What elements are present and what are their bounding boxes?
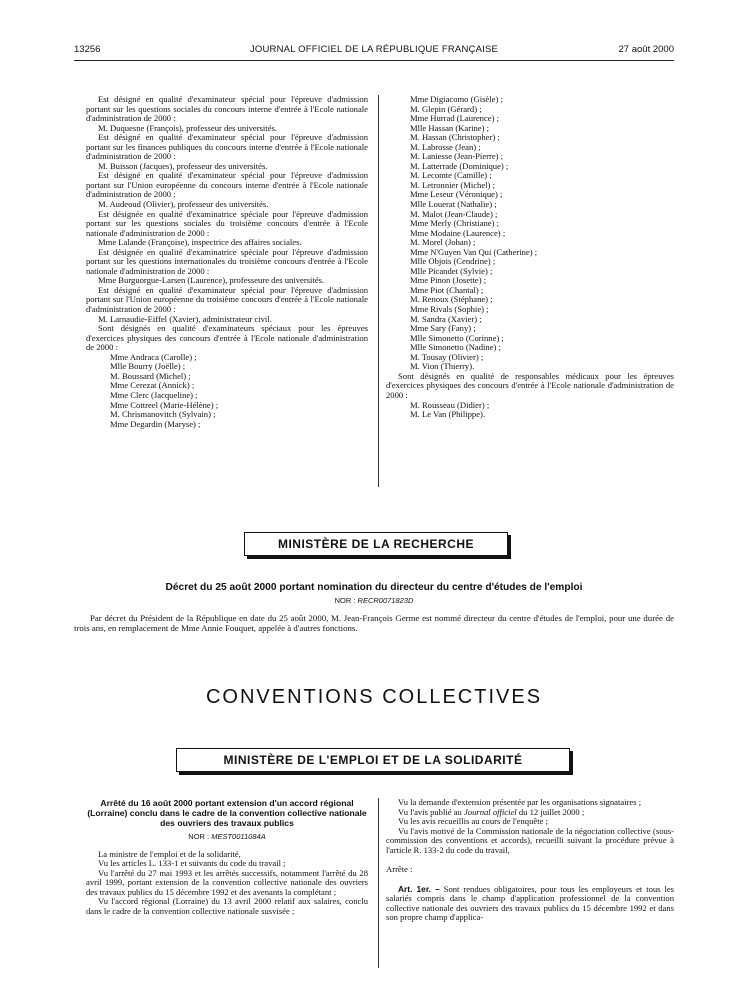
list-item: M. Hassan (Christopher) ; [410, 132, 500, 143]
paragraph: Est désigné en qualité d'examinateur spécial pour l'épreuve d'admission portant sur les questions sociales du concours interne d'entrée à l'Ecole nationale d'administration de 2000 : [86, 94, 368, 124]
list-item: M. Le Van (Philippe). [410, 409, 486, 420]
decret-body: Par décret du Président de la République en date du 25 août 2000, M. Jean-François Germe est nommé directeur du centre d'études de l'emploi, pour une durée de trois ans, en remplacement de Mme Annie Fouquet, appelée à d'autres fonctions. [74, 613, 674, 633]
list-item: Mme Rivals (Sophie) ; [410, 304, 489, 315]
list-item: Mlle Picandet (Sylvie) ; [410, 265, 493, 276]
list-item: M. Boussard (Michel) ; [110, 370, 191, 381]
paragraph: M. Larnaudie-Eiffel (Xavier), administrateur civil. [98, 313, 272, 324]
list-item: M. Glepin (Gérard) ; [410, 103, 482, 114]
paragraph: Sont désignés en qualité de responsables médicaux pour les épreuves d'exercices physiques des concours d'entrée à l'Ecole nationale d'administration de 2000 : [386, 370, 674, 400]
paragraph: Vu l'accord régional (Lorraine) du 13 avril 2000 relatif aux salaires, conclu dans le cadre de la convention collective nationale susvisée ; [86, 896, 368, 916]
column-divider [378, 95, 379, 487]
top-left-column [86, 95, 368, 429]
paragraph: Est désigné en qualité d'examinateur spécial pour l'épreuve d'admission portant sur les finances publiques du concours interne d'entrée à l'Ecole nationale d'administration de 2000 : [86, 132, 368, 162]
arrete-title: Arrêté du 16 août 2000 portant extension d'un accord régional (Lorraine) conclu dans le cadre de la convention collective nationale des ouvriers des travaux publics [87, 798, 367, 828]
list-item: Mlle Simonetto (Nadine) ; [410, 342, 501, 353]
paragraph: Est désigné en qualité d'examinateur spécial pour l'épreuve d'admission portant sur l'Union européenne du troisième concours d'entrée à l'Ecole nationale d'administration de 2000 : [86, 284, 368, 315]
page-number: 13256 [74, 44, 101, 55]
list-item: Mlle Bourry (Joëlle) ; [110, 361, 186, 372]
list-item: Mme Cerezat (Annick) ; [110, 380, 195, 391]
list-item: Mlle Objois (Cendrine) ; [410, 256, 496, 267]
journal-name: Journal officiel [463, 806, 517, 817]
list-item: Mme Leseur (Véronique) ; [410, 189, 503, 200]
list-item: M. Chrismanovitch (Sylvain) ; [110, 409, 216, 420]
top-right-column [386, 95, 674, 420]
text-run: du 12 juillet 2000 ; [516, 806, 585, 817]
journal-title: JOURNAL OFFICIEL DE LA RÉPUBLIQUE FRANÇAISE [249, 44, 499, 55]
paragraph: M. Buisson (Jacques), professeur des universités. [98, 160, 268, 171]
list-item: Mme N'Guyen Van Qui (Catherine) ; [410, 246, 538, 257]
list-item: M. Vion (Thierry). [410, 361, 475, 372]
list-item: Mlle Hassan (Karine) ; [410, 122, 489, 133]
issue-date: 27 août 2000 [618, 44, 674, 55]
list-item: M. Letronnier (Michel) ; [410, 179, 495, 190]
paragraph: Est désigné en qualité d'examinateur spécial pour l'épreuve d'admission portant sur l'Union européenne du concours interne d'entrée à l'Ecole nationale d'administration de 2000 : [86, 170, 368, 200]
list-item: Mme Digiacomo (Gisèle) ; [410, 94, 503, 104]
paragraph: Mme Burguorgue-Larsen (Laurence), professeure des universités. [98, 275, 325, 286]
paragraph: Vu les articles L. 133-1 et suivants du code du travail ; [98, 858, 286, 869]
article-label: Art. 1er. – [398, 883, 440, 894]
list-item: Mme Sary (Fany) ; [410, 323, 476, 334]
list-item: Mme Clerc (Jacqueline) ; [110, 389, 198, 400]
arrete-word: Arrête : [386, 864, 413, 875]
list-item: M. Lecomte (Camille) ; [410, 170, 492, 181]
list-item: M. Morel (Johan) ; [410, 237, 476, 248]
nor-label: NOR : [188, 832, 210, 841]
decret-title: Décret du 25 août 2000 portant nomination du directeur du centre d'études de l'emploi [165, 582, 583, 593]
arrete-left-column [86, 798, 368, 916]
list-item: M. Malot (Jean-Claude) ; [410, 208, 498, 219]
paragraph: Mme Lalande (Françoise), inspectrice des affaires sociales. [98, 237, 302, 248]
paragraph: Sont désignés en qualité d'examinateurs spéciaux pour les épreuves d'exercices physiques des concours d'entrée à l'Ecole nationale d'administration de 2000 : [86, 323, 368, 353]
list-item: Mme Andraca (Carolle) ; [110, 351, 197, 362]
list-item: M. Tousay (Olivier) ; [410, 351, 484, 362]
article-text: Sont rendues obligatoires, pour tous les employeurs et tous les salariés compris dans le champ d'application professionnel de la convention collective nationale des ouvriers des travaux publics du 15 décembre 1992 et dans son propre champ d'applica- [386, 883, 674, 923]
list-item: Mlle Louerat (Nathalie) ; [410, 199, 497, 210]
ministry-heading-emploi: MINISTÈRE DE L'EMPLOI ET DE LA SOLIDARITÉ [176, 748, 570, 772]
paragraph: M. Audeoud (Olivier), professeur des universités. [98, 199, 269, 210]
list-item: M. Labrosse (Jean) ; [410, 141, 481, 152]
paragraph: Vu l'arrêté du 27 mai 1993 et les arrêtés successifs, notamment l'arrêté du 28 avril 1999, portant extension de la convention collective nationale des ouvriers des travaux publics du 15 décembre 1992 et des avenants la complétant ; [86, 867, 368, 897]
paragraph: Vu la demande d'extension présentée par les organisations signataires ; [398, 797, 642, 807]
section-heading-conventions: CONVENTIONS COLLECTIVES [205, 686, 543, 708]
paragraph: Est désignée en qualité d'examinatrice spéciale pour l'épreuve d'admission portant sur les questions internationales du troisième concours d'entrée à l'Ecole nationale d'administration de 2000 : [86, 246, 368, 276]
nor-value: MEST0011084A [211, 832, 266, 841]
list-item: M. Rousseau (Didier) ; [410, 399, 490, 410]
list-item: Mme Modaine (Laurence) ; [410, 227, 506, 238]
list-item: Mme Piot (Chantal) ; [410, 284, 484, 295]
page-header [74, 44, 674, 58]
arrete-right-column [386, 798, 674, 923]
paragraph: Vu les avis recueillis au cours de l'enquête ; [398, 816, 548, 827]
list-item: Mme Pinon (Josette) ; [410, 275, 487, 286]
ministry-heading-recherche: MINISTÈRE DE LA RECHERCHE [244, 532, 508, 556]
nor-label: NOR : [334, 596, 356, 605]
column-divider [378, 798, 379, 968]
list-item: M. Latterrade (Dominique) ; [410, 160, 509, 171]
list-item: Mme Hurrad (Laurence) ; [410, 113, 499, 124]
paragraph: Vu l'avis motivé de la Commission nationale de la négociation collective (sous-commission des conventions et accords), recueilli suivant la procédure prévue à l'article R. 133-2 du code du travail, [386, 825, 674, 855]
list-item: Mme Degardin (Maryse) ; [110, 418, 201, 429]
nor-value: RECR0071823D [357, 596, 414, 605]
list-item: Mme Cottreel (Marie-Hélène) ; [110, 399, 219, 410]
list-item: Mme Merly (Christiane) ; [410, 218, 500, 229]
paragraph: La ministre de l'emploi et de la solidarité, [98, 848, 241, 859]
list-item: Mlle Simonetto (Corinne) ; [410, 332, 504, 343]
list-item: M. Sandra (Xavier) ; [410, 313, 482, 324]
arrete-nor [86, 832, 368, 842]
paragraph: Est désignée en qualité d'examinatrice spéciale pour l'épreuve d'admission portant sur les questions sociales du troisième concours d'entrée à l'Ecole nationale d'administration de 2000 : [86, 208, 368, 238]
list-item: M. Renoux (Stéphane) ; [410, 294, 493, 305]
list-item: M. Laniesse (Jean-Pierre) ; [410, 151, 504, 162]
article-1 [386, 885, 674, 923]
header-rule [74, 60, 674, 61]
text-run: Vu l'avis publié au [398, 806, 464, 817]
decret-nor [74, 596, 674, 605]
paragraph: M. Duquesne (François), professeur des universités. [98, 122, 277, 133]
decret-section [74, 582, 674, 633]
